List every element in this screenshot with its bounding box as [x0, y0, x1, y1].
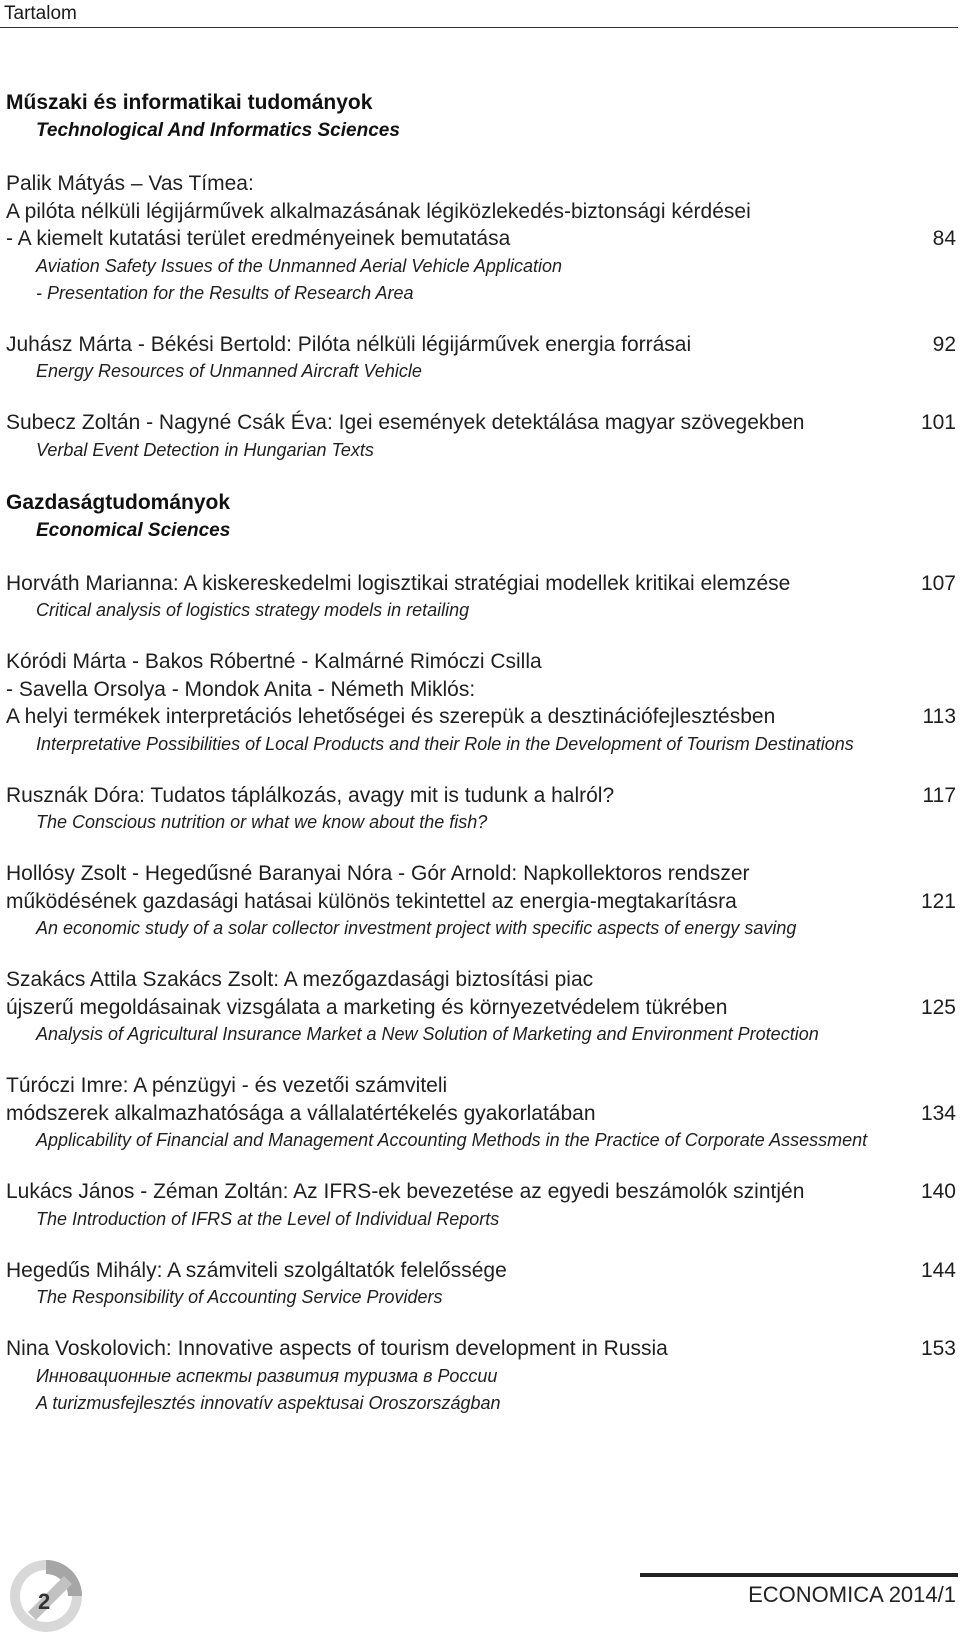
- entry-title-text: Hegedűs Mihály: A számviteli szolgáltatók felelőssége: [6, 1258, 507, 1282]
- entry-title-line: [6, 1072, 956, 1100]
- entry-page-number: 140: [920, 1180, 956, 1203]
- entry-title-text: Subecz Zoltán - Nagyné Csák Éva: Igei események detektálása magyar szövegekben: [6, 411, 805, 434]
- entry-title-text: módszerek alkalmazhatósága a vállalatértékelés gyakorlatában: [6, 1101, 596, 1125]
- entry-title-text: Nina Voskolovich: Innovative aspects of tourism development in Russia: [6, 1337, 668, 1360]
- toc-section: [6, 88, 956, 464]
- entry-page-number: 84: [932, 227, 956, 250]
- entry-page-number: 92: [932, 332, 956, 356]
- toc-entry: [6, 966, 956, 1048]
- entry-title-text: Juhász Márta - Békési Bertold: Pilóta nélküli légijárművek energia forrásai: [6, 332, 692, 356]
- entry-page-number: 107: [920, 571, 956, 595]
- footer-divider: [640, 1573, 958, 1577]
- entry-title-line: [6, 198, 956, 226]
- entry-translation: The Conscious nutrition or what we know about the fish?: [36, 812, 488, 832]
- entry-title-line: [6, 331, 956, 359]
- page-badge-icon: [6, 1554, 96, 1640]
- section-subtitle: Economical Sciences: [36, 519, 231, 541]
- entry-page-number: 144: [920, 1258, 956, 1282]
- toc-entry: [6, 570, 956, 625]
- entry-title-line: [6, 225, 956, 253]
- entry-page-number: 121: [920, 889, 956, 913]
- entry-translation: Aviation Safety Issues of the Unmanned Aerial Vehicle Application: [36, 255, 562, 276]
- entry-translation: The Introduction of IFRS at the Level of Individual Reports: [36, 1208, 500, 1229]
- entry-translation: An economic study of a solar collector investment project with specific aspects of energy saving: [36, 918, 797, 938]
- toc-entry: [6, 782, 956, 837]
- entry-title-line: [6, 966, 956, 994]
- section-title: Gazdaságtudományok: [6, 490, 231, 514]
- toc-entry: [6, 331, 956, 386]
- entry-title-line: [6, 648, 956, 676]
- toc-entry: [6, 170, 956, 307]
- entry-title-line: [6, 1100, 956, 1128]
- toc-entry: [6, 648, 956, 758]
- entry-title-text: A helyi termékek interpretációs lehetőségei és szerepük a desztinációfejlesztésben: [6, 705, 776, 728]
- entry-page-number: 113: [922, 705, 956, 728]
- entry-title-line: [6, 170, 956, 198]
- toc-section: [6, 488, 956, 1417]
- entry-translation: A turizmusfejlesztés innovatív aspektusai Oroszországban: [36, 1392, 501, 1413]
- entry-translation: Interpretative Possibilities of Local Products and their Role in the Development of Tourism Destinations: [36, 733, 854, 754]
- entry-title-text: - Savella Orsolya - Mondok Anita - Németh Miklós:: [6, 677, 476, 701]
- entry-title-text: Horváth Marianna: A kiskereskedelmi logisztikai stratégiai modellek kritikai elemzése: [6, 571, 791, 595]
- entry-title-text: Palik Mátyás – Vas Tímea:: [6, 172, 254, 195]
- entry-title-text: újszerű megoldásainak vizsgálata a marketing és környezetvédelem tükrében: [6, 995, 728, 1019]
- entry-title-text: Lukács János - Zéman Zoltán: Az IFRS-ek bevezetése az egyedi beszámolók szintjén: [6, 1180, 805, 1203]
- entry-translation: The Responsibility of Accounting Service Providers: [36, 1287, 443, 1307]
- entry-translation: Energy Resources of Unmanned Aircraft Vehicle: [36, 361, 422, 381]
- entry-title-text: Hollósy Zsolt - Hegedűsné Baranyai Nóra - Gór Arnold: Napkollektoros rendszer: [6, 862, 750, 885]
- entry-translation: Verbal Event Detection in Hungarian Texts: [36, 439, 374, 460]
- section-subtitle: Technological And Informatics Sciences: [36, 120, 400, 141]
- entry-page-number: 153: [920, 1337, 956, 1360]
- entry-title-line: [6, 1335, 956, 1363]
- entry-title-line: [6, 782, 956, 810]
- toc-entry: [6, 1072, 956, 1154]
- table-of-contents: [6, 88, 956, 1441]
- toc-entry: [6, 409, 956, 464]
- entry-translation: Инновационные аспекты развития туризма в России: [36, 1365, 498, 1386]
- entry-translation: - Presentation for the Results of Research Area: [36, 282, 414, 303]
- entry-title-text: Kóródi Márta - Bakos Róbertné - Kalmárné Rimóczi Csilla: [6, 650, 542, 673]
- entry-title-line: [6, 676, 956, 704]
- entry-title-line: [6, 570, 956, 598]
- entry-title-text: Túróczi Imre: A pénzügyi - és vezetői számviteli: [6, 1074, 448, 1097]
- entry-title-text: - A kiemelt kutatási terület eredményeinek bemutatása: [6, 227, 511, 250]
- entry-translation: Critical analysis of logistics strategy models in retailing: [36, 600, 470, 620]
- entry-title-line: [6, 860, 956, 888]
- toc-entry: [6, 1178, 956, 1233]
- toc-entry: [6, 1335, 956, 1417]
- entry-title-line: [6, 703, 956, 731]
- entry-title-line: [6, 1178, 956, 1206]
- entry-translation: Analysis of Agricultural Insurance Market a New Solution of Marketing and Environment Protection: [36, 1024, 819, 1044]
- entry-title-text: Szakács Attila Szakács Zsolt: A mezőgazdasági biztosítási piac: [6, 968, 594, 991]
- entry-title-text: Rusznák Dóra: Tudatos táplálkozás, avagy mit is tudunk a halról?: [6, 783, 615, 807]
- entry-page-number: 101: [920, 411, 956, 434]
- journal-label: ECONOMICA 2014/1: [748, 1582, 956, 1607]
- page-number: 2: [38, 1589, 51, 1614]
- entry-title-line: [6, 888, 956, 916]
- entry-page-number: 125: [920, 995, 956, 1019]
- entry-title-text: működésének gazdasági hatásai különös tekintettel az energia-megtakarításra: [6, 889, 737, 913]
- section-title: Műszaki és informatikai tudományok: [6, 91, 373, 114]
- entry-title-line: [6, 994, 956, 1022]
- toc-entry: [6, 860, 956, 942]
- entry-title-line: [6, 1257, 956, 1285]
- header-title: Tartalom: [4, 3, 77, 24]
- entry-page-number: 117: [922, 783, 956, 807]
- entry-title-line: [6, 409, 956, 437]
- entry-page-number: 134: [920, 1101, 956, 1125]
- toc-entry: [6, 1257, 956, 1312]
- entry-title-text: A pilóta nélküli légijárművek alkalmazásának légiközlekedés-biztonsági kérdései: [6, 199, 751, 223]
- entry-translation: Applicability of Financial and Management Accounting Methods in the Practice of Corporate Assessment: [36, 1130, 868, 1150]
- page-header: [0, 0, 958, 28]
